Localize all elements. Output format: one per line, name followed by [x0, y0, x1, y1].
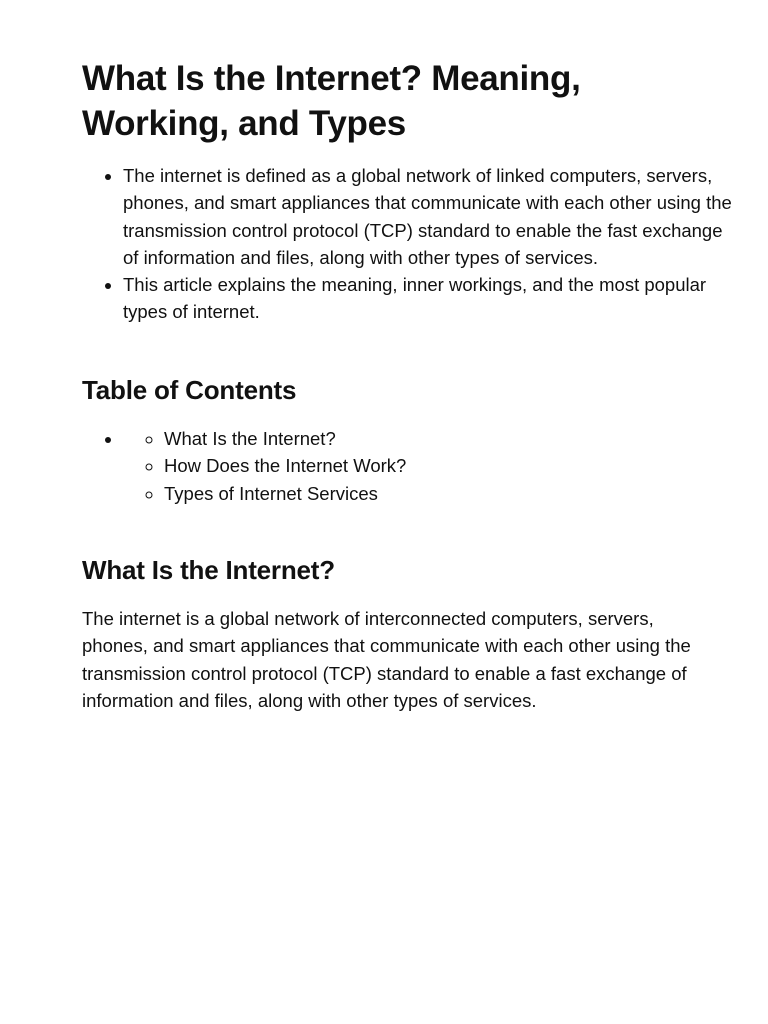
page-title: What Is the Internet? Meaning, Working, and Types — [82, 59, 581, 143]
toc-links-list — [123, 425, 733, 507]
table-of-contents-heading: Table of Contents — [82, 375, 297, 405]
toc-link-what-is-the-internet[interactable]: What Is the Internet? — [164, 428, 336, 449]
toc-item — [164, 425, 733, 452]
summary-item: • The internet is defined as a global network of linked computers, servers, phones, and smart appliances that communicate with each other using the transmission control protocol (TCP) standard to enable the fast exchange of information and files, along with other types of services. — [123, 162, 733, 271]
section-heading: What Is the Internet? — [82, 555, 335, 585]
toc-item — [164, 480, 733, 507]
summary-list — [82, 162, 733, 326]
section-paragraph: The internet is a global network of interconnected computers, servers, phones, and smart appliances that communicate with each other using the transmission control protocol (TCP) standard to enable a fast exchange of information and files, along with other types of services. — [82, 608, 691, 712]
toc-link-how-internet-works[interactable]: How Does the Internet Work? — [164, 455, 407, 477]
toc-link-types-of-internet-services[interactable]: Types of Internet Services — [164, 482, 378, 504]
toc-outer-item — [123, 425, 733, 507]
summary-item: • This article explains the meaning, inner workings, and the most popular types of internet. — [123, 271, 733, 326]
table-of-contents — [82, 425, 733, 507]
toc-item — [164, 452, 733, 479]
